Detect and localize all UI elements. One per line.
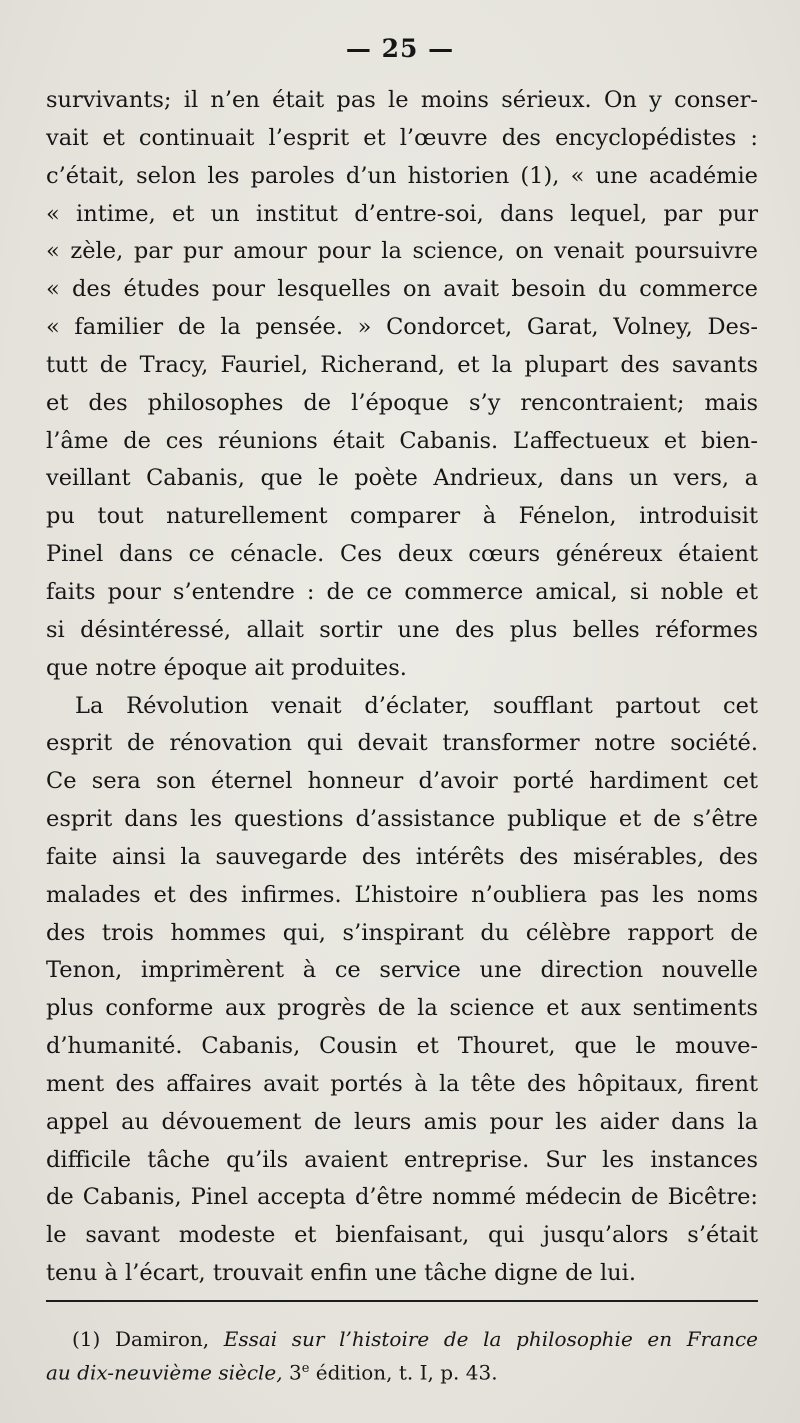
text-line: vait et continuait l’esprit et l’œuvre des encyclopédistes : (46, 124, 758, 151)
footnote-marker: (1) (72, 1327, 101, 1351)
text-line: difficile tâche qu’ils avaient entreprise. Sur les instances (46, 1146, 758, 1173)
text-line: faits pour s’entendre : de ce commerce amical, si noble et (46, 578, 758, 605)
text-line: Ce sera son éternel honneur d’avoir porté hardiment cet (46, 768, 758, 795)
text-line: le savant modeste et bienfaisant, qui jusqu’alors s’était (46, 1222, 758, 1249)
text-line: d’humanité. Cabanis, Cousin et Thouret, que le mouve- (46, 1033, 758, 1060)
footnote-edition-suffix: e (301, 1361, 310, 1376)
page-number: — 25 — (345, 34, 455, 63)
footnote-title: Essai sur l’histoire de la philosophie en France (223, 1327, 758, 1351)
text-line: malades et des infirmes. L’histoire n’oubliera pas les noms (46, 881, 758, 908)
text-line: « intime, et un institut d’entre-soi, dans lequel, par pur (46, 200, 758, 227)
text-line: esprit de rénovation qui devait transformer notre société. (46, 730, 758, 757)
footnote-edition-details: édition, t. I, p. 43. (315, 1360, 498, 1385)
text-line: esprit dans les questions d’assistance publique et de s’être (46, 806, 758, 833)
text-line: tutt de Tracy, Fauriel, Richerand, et la plupart des savants (46, 351, 758, 378)
paragraph-first-line: La Révolution venait d’éclater, soufflant partout cet (75, 692, 758, 719)
footnote-line (46, 1354, 758, 1384)
text-line: faite ainsi la sauvegarde des intérêts des misérables, des (46, 843, 758, 870)
footnote-line (46, 1324, 758, 1354)
text-line: pu tout naturellement comparer à Fénelon, introduisit (46, 503, 758, 530)
text-line: « des études pour lesquelles on avait besoin du commerce (46, 276, 758, 303)
text-line: si désintéressé, allait sortir une des plus belles réformes (46, 616, 758, 643)
text-line: de Cabanis, Pinel accepta d’être nommé médecin de Bicêtre: (46, 1184, 758, 1211)
footnote-author: Damiron, (114, 1327, 210, 1351)
body-text (46, 82, 758, 1293)
footnote (46, 1324, 758, 1384)
text-line: survivants; il n’en était pas le moins sérieux. On y conser- (46, 87, 758, 113)
text-line: « zèle, par pur amour pour la science, on venait poursuivre (46, 238, 758, 265)
footnote-title-continued: au dix-neuvième siècle, (46, 1360, 283, 1385)
text-line: c’était, selon les paroles d’un historien (1), « une académie (46, 162, 758, 189)
text-line: des trois hommes qui, s’inspirant du célèbre rapport de (46, 919, 758, 946)
footnote-separator (46, 1300, 758, 1302)
footnote-edition-number: 3 (288, 1360, 302, 1385)
text-line: plus conforme aux progrès de la science et aux sentiments (46, 995, 758, 1022)
text-line: « familier de la pensée. » Condorcet, Garat, Volney, Des- (46, 314, 758, 341)
text-line: Pinel dans ce cénacle. Ces deux cœurs généreux étaient (46, 541, 758, 568)
text-line: veillant Cabanis, que le poète Andrieux, dans un vers, a (46, 465, 758, 492)
text-line: l’âme de ces réunions était Cabanis. L’affectueux et bien- (46, 427, 758, 454)
text-line: ment des affaires avait portés à la tête des hôpitaux, firent (46, 1070, 758, 1097)
text-line: Tenon, imprimèrent à ce service une direction nouvelle (46, 957, 758, 984)
text-line: et des philosophes de l’époque s’y rencontraient; mais (46, 389, 758, 416)
paragraph-last-line: tenu à l’écart, trouvait enfin une tâche digne de lui. (46, 1260, 636, 1287)
paragraph-last-line: que notre époque ait produites. (46, 654, 407, 681)
text-line: appel au dévouement de leurs amis pour les aider dans la (46, 1108, 758, 1135)
